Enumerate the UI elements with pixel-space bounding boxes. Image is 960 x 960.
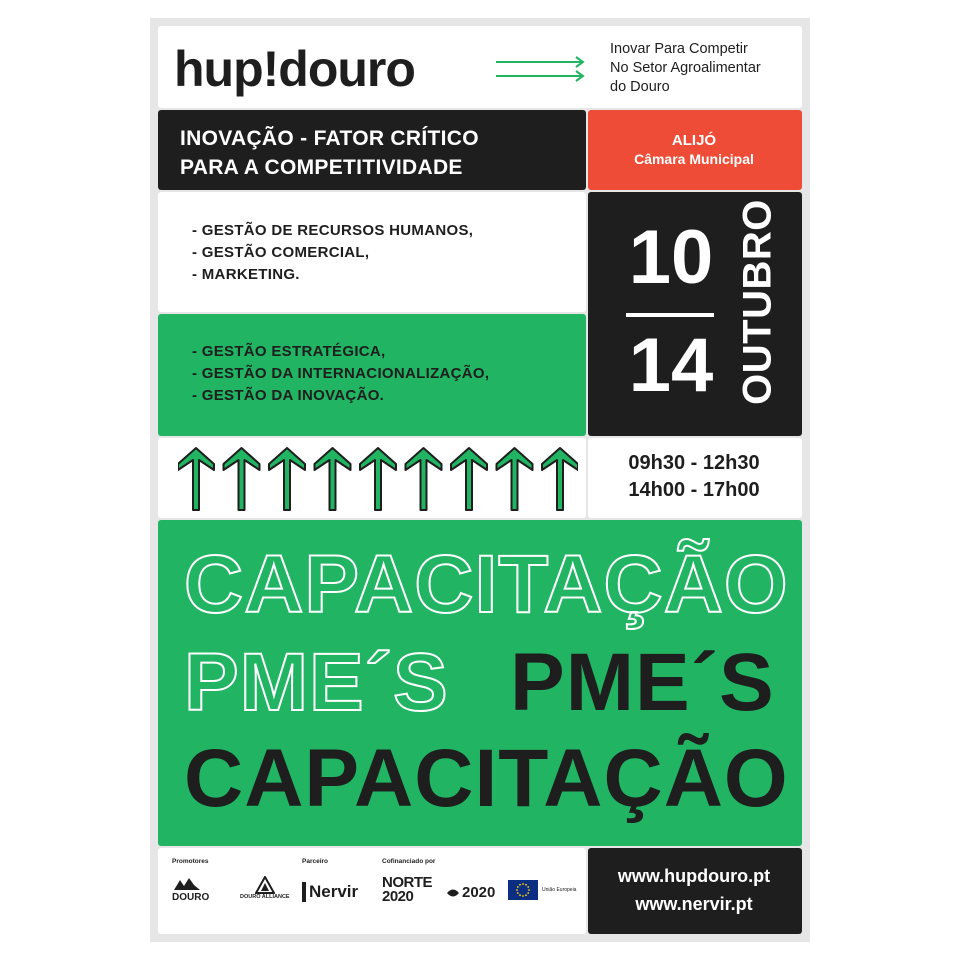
hupdouro-logo: hup!douro bbox=[174, 41, 415, 97]
eu-flag-icon bbox=[508, 880, 538, 900]
parceiro-label: Parceiro bbox=[302, 858, 329, 865]
eu-star-icon bbox=[519, 894, 521, 896]
eu-star-icon bbox=[528, 889, 530, 891]
topic-item: - GESTÃO DE RECURSOS HUMANOS, bbox=[192, 222, 474, 239]
title-panel bbox=[158, 110, 586, 190]
up-arrow-icon bbox=[269, 448, 305, 510]
location-venue: Câmara Municipal bbox=[634, 151, 754, 167]
up-arrow-icon bbox=[542, 448, 578, 510]
cofinanciado-label: Cofinanciado por bbox=[382, 858, 436, 865]
topics-list bbox=[192, 220, 473, 286]
eu-star-icon bbox=[516, 889, 518, 891]
eu-logo bbox=[508, 880, 582, 900]
headline-solid-pmes: PME´S bbox=[510, 637, 775, 728]
eu-star-icon bbox=[519, 884, 521, 886]
up-arrow-icon bbox=[497, 448, 533, 510]
arrows-panel bbox=[158, 438, 586, 518]
topic-item: - GESTÃO DA INOVAÇÃO. bbox=[192, 387, 385, 404]
eu-star-icon bbox=[525, 884, 527, 886]
nervir-logo bbox=[302, 882, 358, 902]
times-panel bbox=[588, 438, 802, 518]
up-arrow-icon bbox=[178, 448, 214, 510]
up-arrow-icon bbox=[315, 448, 351, 510]
headline-panel bbox=[158, 520, 802, 846]
eu-star-icon bbox=[527, 886, 529, 888]
double-arrow-icon bbox=[496, 56, 588, 82]
tagline bbox=[610, 40, 810, 97]
douro-alliance-logo bbox=[240, 876, 290, 900]
nervir-logo-text: Nervir bbox=[302, 882, 358, 902]
eu-star-icon bbox=[522, 883, 524, 885]
title-line: PARA A COMPETITIVIDADE bbox=[180, 156, 463, 179]
topics-green-panel bbox=[158, 314, 586, 436]
douro-logo bbox=[172, 876, 209, 903]
schedule-afternoon: 14h00 - 17h00 bbox=[628, 479, 760, 501]
sponsors-panel bbox=[158, 848, 586, 934]
norte2020-logo bbox=[382, 876, 436, 904]
tagline-line: No Setor Agroalimentar bbox=[610, 60, 761, 76]
eu-label: União Europeia bbox=[542, 887, 577, 893]
headline-solid-capacitacao: CAPACITAÇÃO bbox=[184, 733, 789, 824]
up-arrow-icon bbox=[360, 448, 396, 510]
portugal2020-logo-text: 2020 bbox=[462, 884, 496, 901]
schedule bbox=[588, 450, 800, 504]
topics-list bbox=[192, 341, 489, 407]
topic-item: - GESTÃO ESTRATÉGICA, bbox=[192, 343, 386, 360]
norte2020-logo-text: NORTE 2020 bbox=[382, 874, 432, 905]
tagline-line: do Douro bbox=[610, 79, 670, 95]
nervir-link[interactable]: www.nervir.pt bbox=[635, 894, 753, 914]
location-town: ALIJÓ bbox=[671, 132, 717, 149]
urls-panel bbox=[588, 848, 802, 934]
date-month: OUTUBRO bbox=[735, 199, 780, 405]
poster bbox=[150, 18, 810, 942]
eu-star-icon bbox=[522, 895, 524, 897]
schedule-morning: 09h30 - 12h30 bbox=[628, 452, 760, 474]
alliance-mark-icon bbox=[255, 876, 275, 894]
portugal2020-mark-icon bbox=[446, 886, 460, 900]
headline-outline-capacitacao: CAPACITAÇÃO bbox=[184, 539, 789, 630]
tagline-line: Inovar Para Competir bbox=[610, 41, 748, 57]
topic-item: - MARKETING. bbox=[192, 266, 300, 283]
alliance-logo-text: DOURO ALLIANCE bbox=[240, 894, 290, 900]
date-day-start: 10 bbox=[628, 215, 714, 300]
up-arrow-icon bbox=[406, 448, 442, 510]
event-title bbox=[180, 124, 479, 182]
topics-white-panel bbox=[158, 192, 586, 312]
topic-item: - GESTÃO COMERCIAL, bbox=[192, 244, 370, 261]
up-arrow-icon bbox=[224, 448, 260, 510]
title-line: INOVAÇÃO - FATOR CRÍTICO bbox=[180, 127, 479, 150]
website-links bbox=[588, 862, 800, 918]
location bbox=[588, 132, 800, 167]
douro-logo-text: DOURO bbox=[172, 892, 210, 903]
portugal2020-logo bbox=[446, 884, 495, 901]
douro-mark-icon bbox=[172, 876, 202, 892]
up-arrows-icon bbox=[178, 444, 578, 514]
date-divider bbox=[626, 313, 714, 317]
eu-star-icon bbox=[517, 886, 519, 888]
eu-star-icon bbox=[517, 892, 519, 894]
header-panel bbox=[158, 26, 802, 108]
location-panel bbox=[588, 110, 802, 190]
hupdouro-link[interactable]: www.hupdouro.pt bbox=[617, 866, 771, 886]
promotores-label: Promotores bbox=[172, 858, 209, 865]
date-panel bbox=[588, 192, 802, 436]
headline-outline-pmes: PME´S bbox=[184, 637, 449, 728]
topic-item: - GESTÃO DA INTERNACIONALIZAÇÃO, bbox=[192, 365, 490, 382]
up-arrow-icon bbox=[451, 448, 487, 510]
eu-star-icon bbox=[527, 892, 529, 894]
eu-star-icon bbox=[525, 894, 527, 896]
date-day-end: 14 bbox=[628, 323, 714, 408]
